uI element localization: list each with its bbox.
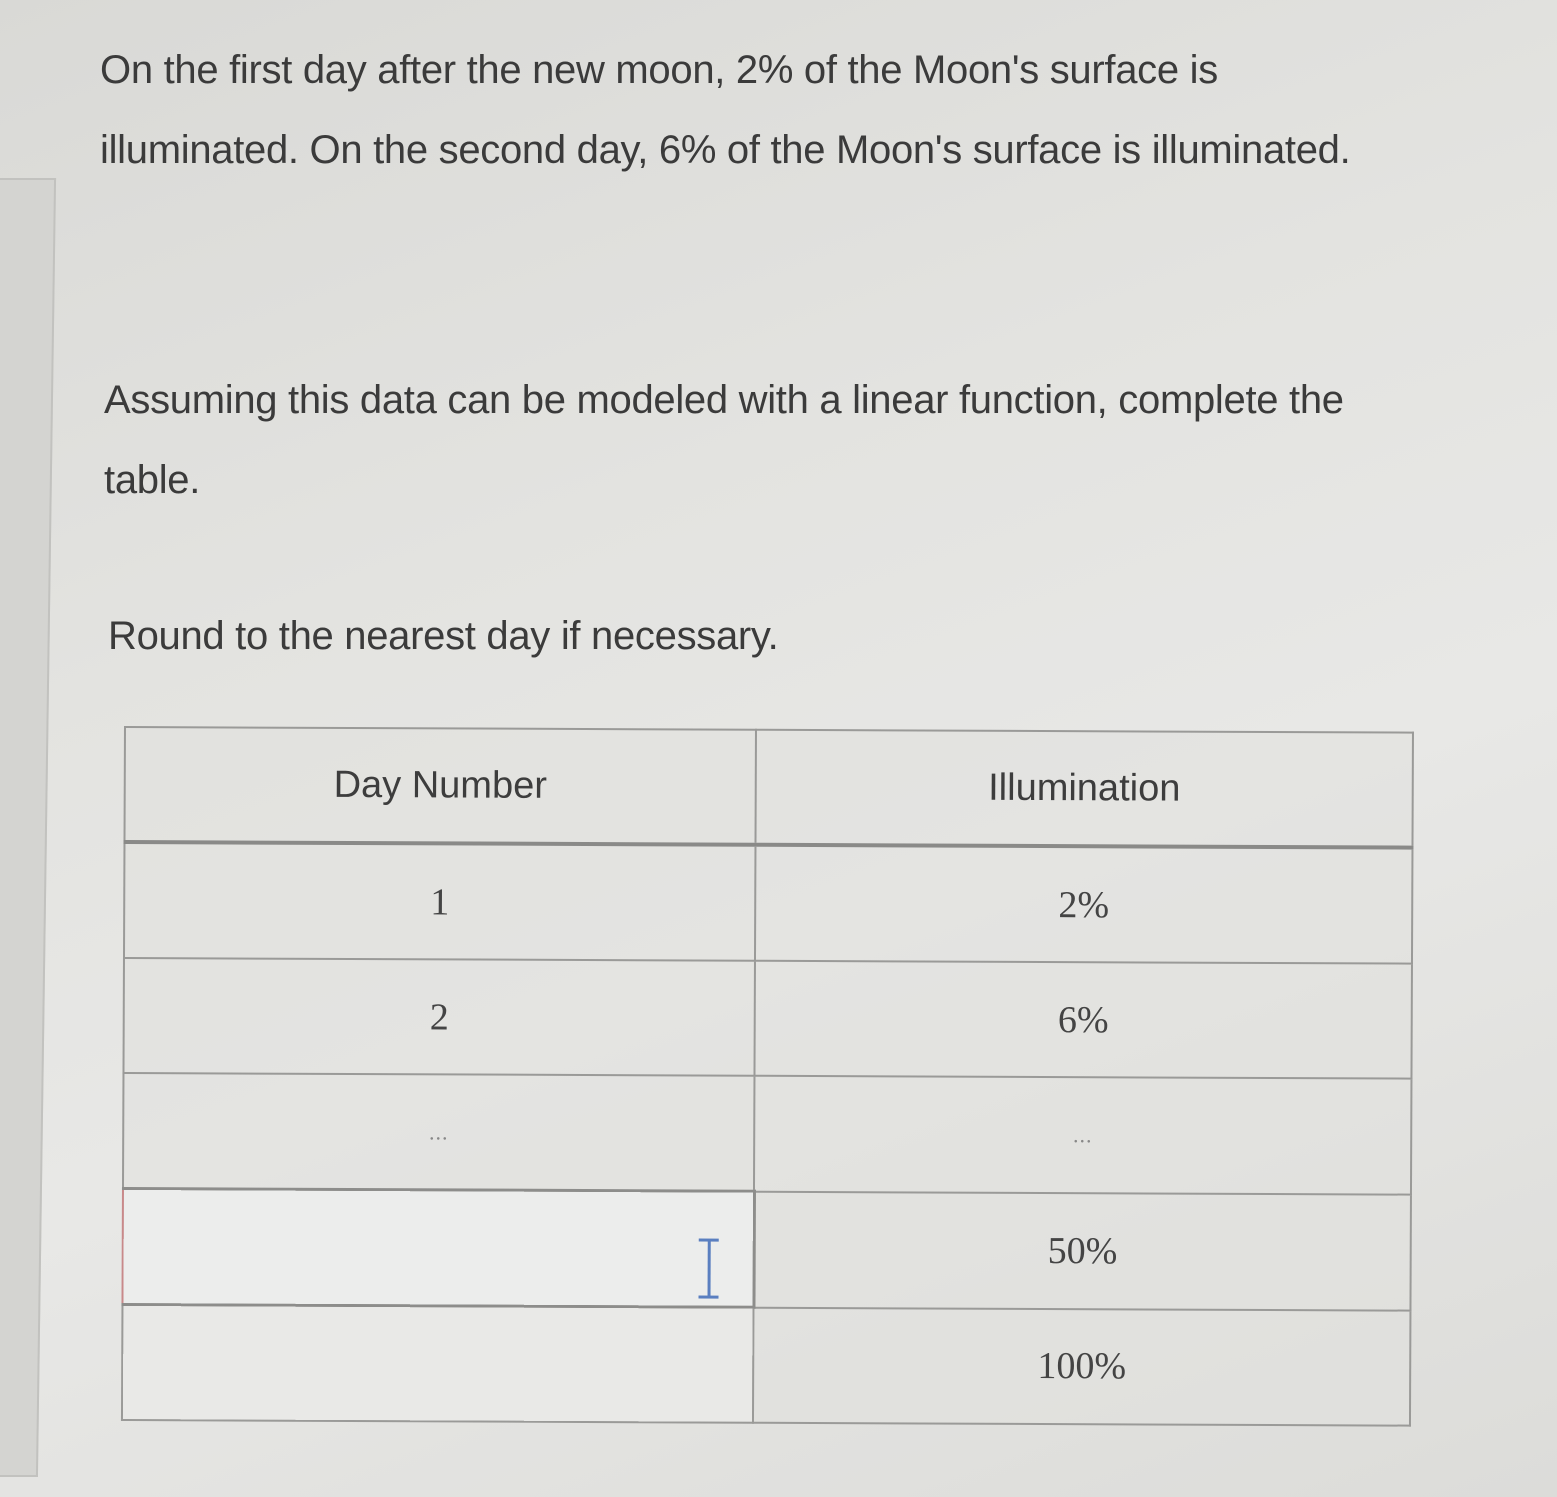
illumination-ellipsis-cell: ... xyxy=(754,1076,1411,1194)
table-row xyxy=(123,958,1411,1079)
table-row xyxy=(123,1073,1411,1194)
day-cell: 1 xyxy=(124,842,756,961)
table-header-row xyxy=(124,727,1412,848)
day-input-100-percent[interactable] xyxy=(123,1305,757,1423)
header-day-number: Day Number xyxy=(124,727,756,845)
illumination-cell: 50% xyxy=(754,1191,1411,1310)
answer-table-container xyxy=(121,726,1414,1422)
day-input-cell-100[interactable] xyxy=(122,1304,754,1422)
answer-table xyxy=(121,726,1414,1427)
side-panel xyxy=(0,178,56,1477)
table-row xyxy=(122,1304,1410,1425)
day-ellipsis-cell: ... xyxy=(123,1073,755,1191)
day-input-50-percent[interactable] xyxy=(123,1189,756,1307)
header-illumination: Illumination xyxy=(756,730,1413,848)
table-row xyxy=(122,1189,1410,1311)
illumination-cell: 2% xyxy=(755,845,1412,964)
table-row xyxy=(124,842,1412,964)
question-paragraph-3: Round to the nearest day if necessary. xyxy=(108,614,779,658)
day-input-cell-50[interactable] xyxy=(122,1189,754,1308)
day-cell: 2 xyxy=(123,958,755,1076)
question-paragraph-2: Assuming this data can be modeled with a linear function, complete the table. xyxy=(104,378,1344,502)
question-paragraph-1: On the first day after the new moon, 2% of the Moon's surface is illuminated. On the second day, 6% of the Moon's surface is illuminated. xyxy=(100,48,1351,172)
illumination-cell: 100% xyxy=(753,1307,1410,1425)
illumination-cell: 6% xyxy=(755,961,1412,1079)
